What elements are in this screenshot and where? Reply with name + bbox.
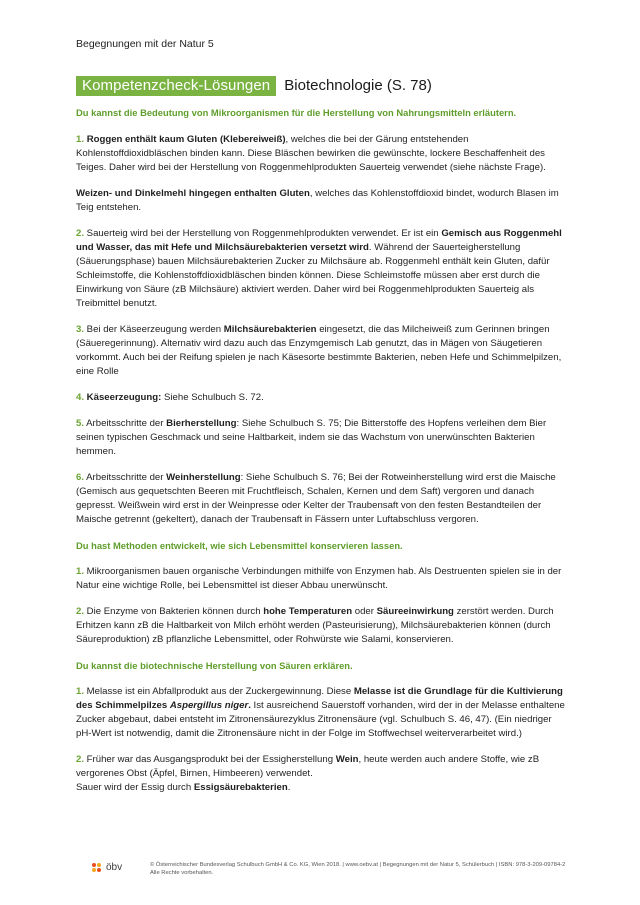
answer-text: Sauerteig wird bei der Herstellung von Roggenmehlprodukten verwendet. Er ist ein	[84, 228, 442, 239]
publisher-logo-icon	[92, 863, 102, 873]
answer-text: .	[287, 782, 291, 793]
footer-copyright	[150, 861, 570, 877]
answer-number: 1.	[76, 566, 85, 577]
species-name: Aspergillus niger	[169, 700, 249, 711]
answer-emphasis: Säureeinwirkung	[376, 606, 454, 617]
publisher-logo	[92, 862, 122, 873]
answer-number: 1.	[76, 134, 85, 145]
answer-paragraph	[76, 685, 566, 741]
answer-number: 4.	[76, 392, 85, 403]
rights-line: Alle Rechte vorbehalten.	[150, 870, 214, 876]
answer-emphasis: Roggen enthält kaum Gluten (Klebereiweiß)	[86, 134, 286, 145]
answer-text: oder	[352, 606, 377, 617]
answer-paragraph	[76, 323, 566, 379]
answer-text: : Siehe Schulbuch S. 75; Die Bitterstoffe des Hopfens verleihen dem Bier seinen typischen Geschmack und seine Haltbarkeit, indem sie das Wachstum von unerwünschten Bakterien hemmen.	[76, 418, 547, 457]
section-tag: Kompetenzcheck-Lösungen	[76, 76, 276, 96]
answer-paragraph	[76, 471, 566, 527]
goal-heading: Du kannst die Bedeutung von Mikroorganismen für die Herstellung von Nahrungsmitteln erläutern.	[76, 107, 517, 118]
running-header: Begegnungen mit der Natur 5	[76, 38, 214, 50]
answer-emphasis: Melasse ist die Grundlage für die Kultivierung des Schimmelpilzes	[76, 686, 563, 711]
answer-number: 6.	[76, 472, 85, 483]
answer-emphasis: Milchsäurebakterien	[223, 324, 317, 335]
answer-number: 2.	[76, 606, 85, 617]
page-title: Biotechnologie (S. 78)	[284, 77, 432, 94]
answer-emphasis: Käseerzeugung:	[84, 392, 162, 403]
answer-paragraph	[76, 565, 566, 593]
answer-text: Arbeitsschritte der	[84, 472, 167, 483]
answer-number: 5.	[76, 418, 85, 429]
answer-text: , heute werden auch andere Stoffe, wie zB vergorenes Obst (Äpfel, Birnen, Himbeeren) verwendet.	[76, 754, 540, 779]
copyright-line: © Österreichischer Bundesverlag Schulbuch GmbH & Co. KG, Wien 2018. | www.oebv.at | Begegnungen mit der Natur 5, Schülerbuch | ISBN: 978-3-209-09784-2	[150, 862, 566, 868]
answer-text: : Siehe Schulbuch S. 76; Bei der Rotweinherstellung wird erst die Maische (Gemisch aus gequetschten Beeren mit Fruchtfleisch, Schalen, Kernen und dem Saft) vergoren und danach gepresst. Weißwein wird erst in der Weinpresse oder Kelter der Traubensaft von den festen Bestandteilen der Maische getrennt (gekeltert), danach der Traubensaft in Fässern unter Luftabschluss vergoren.	[76, 472, 556, 525]
answer-text: . Während der Sauerteigherstellung (Säuerungsphase) bauen Milchsäurebakterien Zucker zu Milchsäure ab. Roggenmehl enthält kein Gluten, dafür Schleimstoffe, die Kohlenstoffdioxidbläschen binden können. Diese Schleimstoffe müssen aber erst durch die Einwirkung von Säure (zB Milchsäure) aktiviert werden. Daher wird bei Roggenmehlprodukten Sauerteig als Treibmittel benutzt.	[76, 242, 550, 309]
answer-text: Arbeitsschritte der	[84, 418, 167, 429]
answer-text: , welches die bei der Gärung entstehenden Kohlenstoffdioxidbläschen binden kann. Diese Bläschen bewirken die gewünschte, lockere Beschaffenheit des Teiges. Daher wird bei der Herstellung von Roggenmehlprodukten Sauerteig verwendet (siehe nächste Frage).	[76, 134, 546, 173]
publisher-logo-text: öbv	[106, 862, 123, 873]
answer-paragraph	[76, 133, 566, 175]
answer-emphasis: Wein	[335, 754, 359, 765]
answer-number: 2.	[76, 228, 85, 239]
answer-emphasis: hohe Temperaturen	[263, 606, 353, 617]
answer-emphasis: Bierherstellung	[166, 418, 237, 429]
content-body	[76, 106, 566, 795]
answer-number: 1.	[76, 686, 85, 697]
goal-heading: Du kannst die biotechnische Herstellung von Säuren erklären.	[76, 660, 353, 671]
answer-text: Bei der Käseerzeugung werden	[84, 324, 224, 335]
answer-text: , welches das Kohlenstoffdioxid bindet, wodurch Blasen im Teig entstehen.	[76, 188, 559, 213]
answer-text: Ist ausreichend Sauerstoff vorhanden, wird der in der Melasse enthaltene Zucker abgebaut, dabei entsteht im Zitronensäurezyklus Zitronensäure (vgl. Schulbuch S. 46, 47). (Ein niedriger pH-Wert ist notwendig, damit die Zitronensäure nicht in der Folge im Stoffwechsel weiterverarbeitet wird.)	[76, 700, 565, 739]
answer-text: Früher war das Ausgangsprodukt bei der Essigherstellung	[84, 754, 336, 765]
answer-number: 3.	[76, 324, 85, 335]
answer-text: Siehe Schulbuch S. 72.	[161, 392, 264, 403]
answer-paragraph	[76, 605, 566, 647]
answer-text: eingesetzt, die das Milcheiweiß zum Gerinnen bringen (Säueregerinnung). Alternativ wird dazu auch das Enzymgemisch Lab genutzt, das in Mägen von Säugetieren vorkommt. Auch bei der Reifung spielen je nach Käsesorte bestimmte Bakterien, neben Hefe und Schimmelpilzen, eine Rolle	[76, 324, 562, 377]
answer-emphasis: Gemisch aus Roggenmehl und Wasser, das mit Hefe und Milchsäurebakterien versetzt wird	[76, 228, 562, 253]
answer-paragraph	[76, 753, 566, 795]
answer-text: Melasse ist ein Abfallprodukt aus der Zuckergewinnung. Diese	[84, 686, 354, 697]
answer-emphasis: Weinherstellung	[166, 472, 241, 483]
title-row	[76, 76, 432, 96]
answer-emphasis: Weizen- und Dinkelmehl hingegen enthalten Gluten	[76, 188, 310, 199]
answer-paragraph	[76, 417, 566, 459]
goal-heading: Du hast Methoden entwickelt, wie sich Lebensmittel konservieren lassen.	[76, 540, 403, 551]
answer-paragraph	[76, 227, 566, 311]
answer-text: zerstört werden. Durch Erhitzen kann zB die Haltbarkeit von Milch erhöht werden (Pasteurisierung), Milchsäurebakterien können (durch Säureproduktion) zB pflanzliche Lebensmittel, oder Rohwürste wie Salami, konservieren.	[76, 606, 554, 645]
answer-paragraph	[76, 391, 566, 405]
answer-number: 2.	[76, 754, 85, 765]
answer-text: Mikroorganismen bauen organische Verbindungen mithilfe von Enzymen hab. Als Destruenten spielen sie in der Natur eine wichtige Rolle, bei Lebensmittel ist dieser Abbau unerwünscht.	[76, 566, 562, 591]
answer-text: Sauer wird der Essig durch	[76, 782, 194, 793]
answer-paragraph	[76, 187, 566, 215]
answer-text: Die Enzyme von Bakterien können durch	[84, 606, 264, 617]
answer-emphasis: Essigsäurebakterien	[193, 782, 288, 793]
answer-emphasis: .	[248, 700, 251, 711]
